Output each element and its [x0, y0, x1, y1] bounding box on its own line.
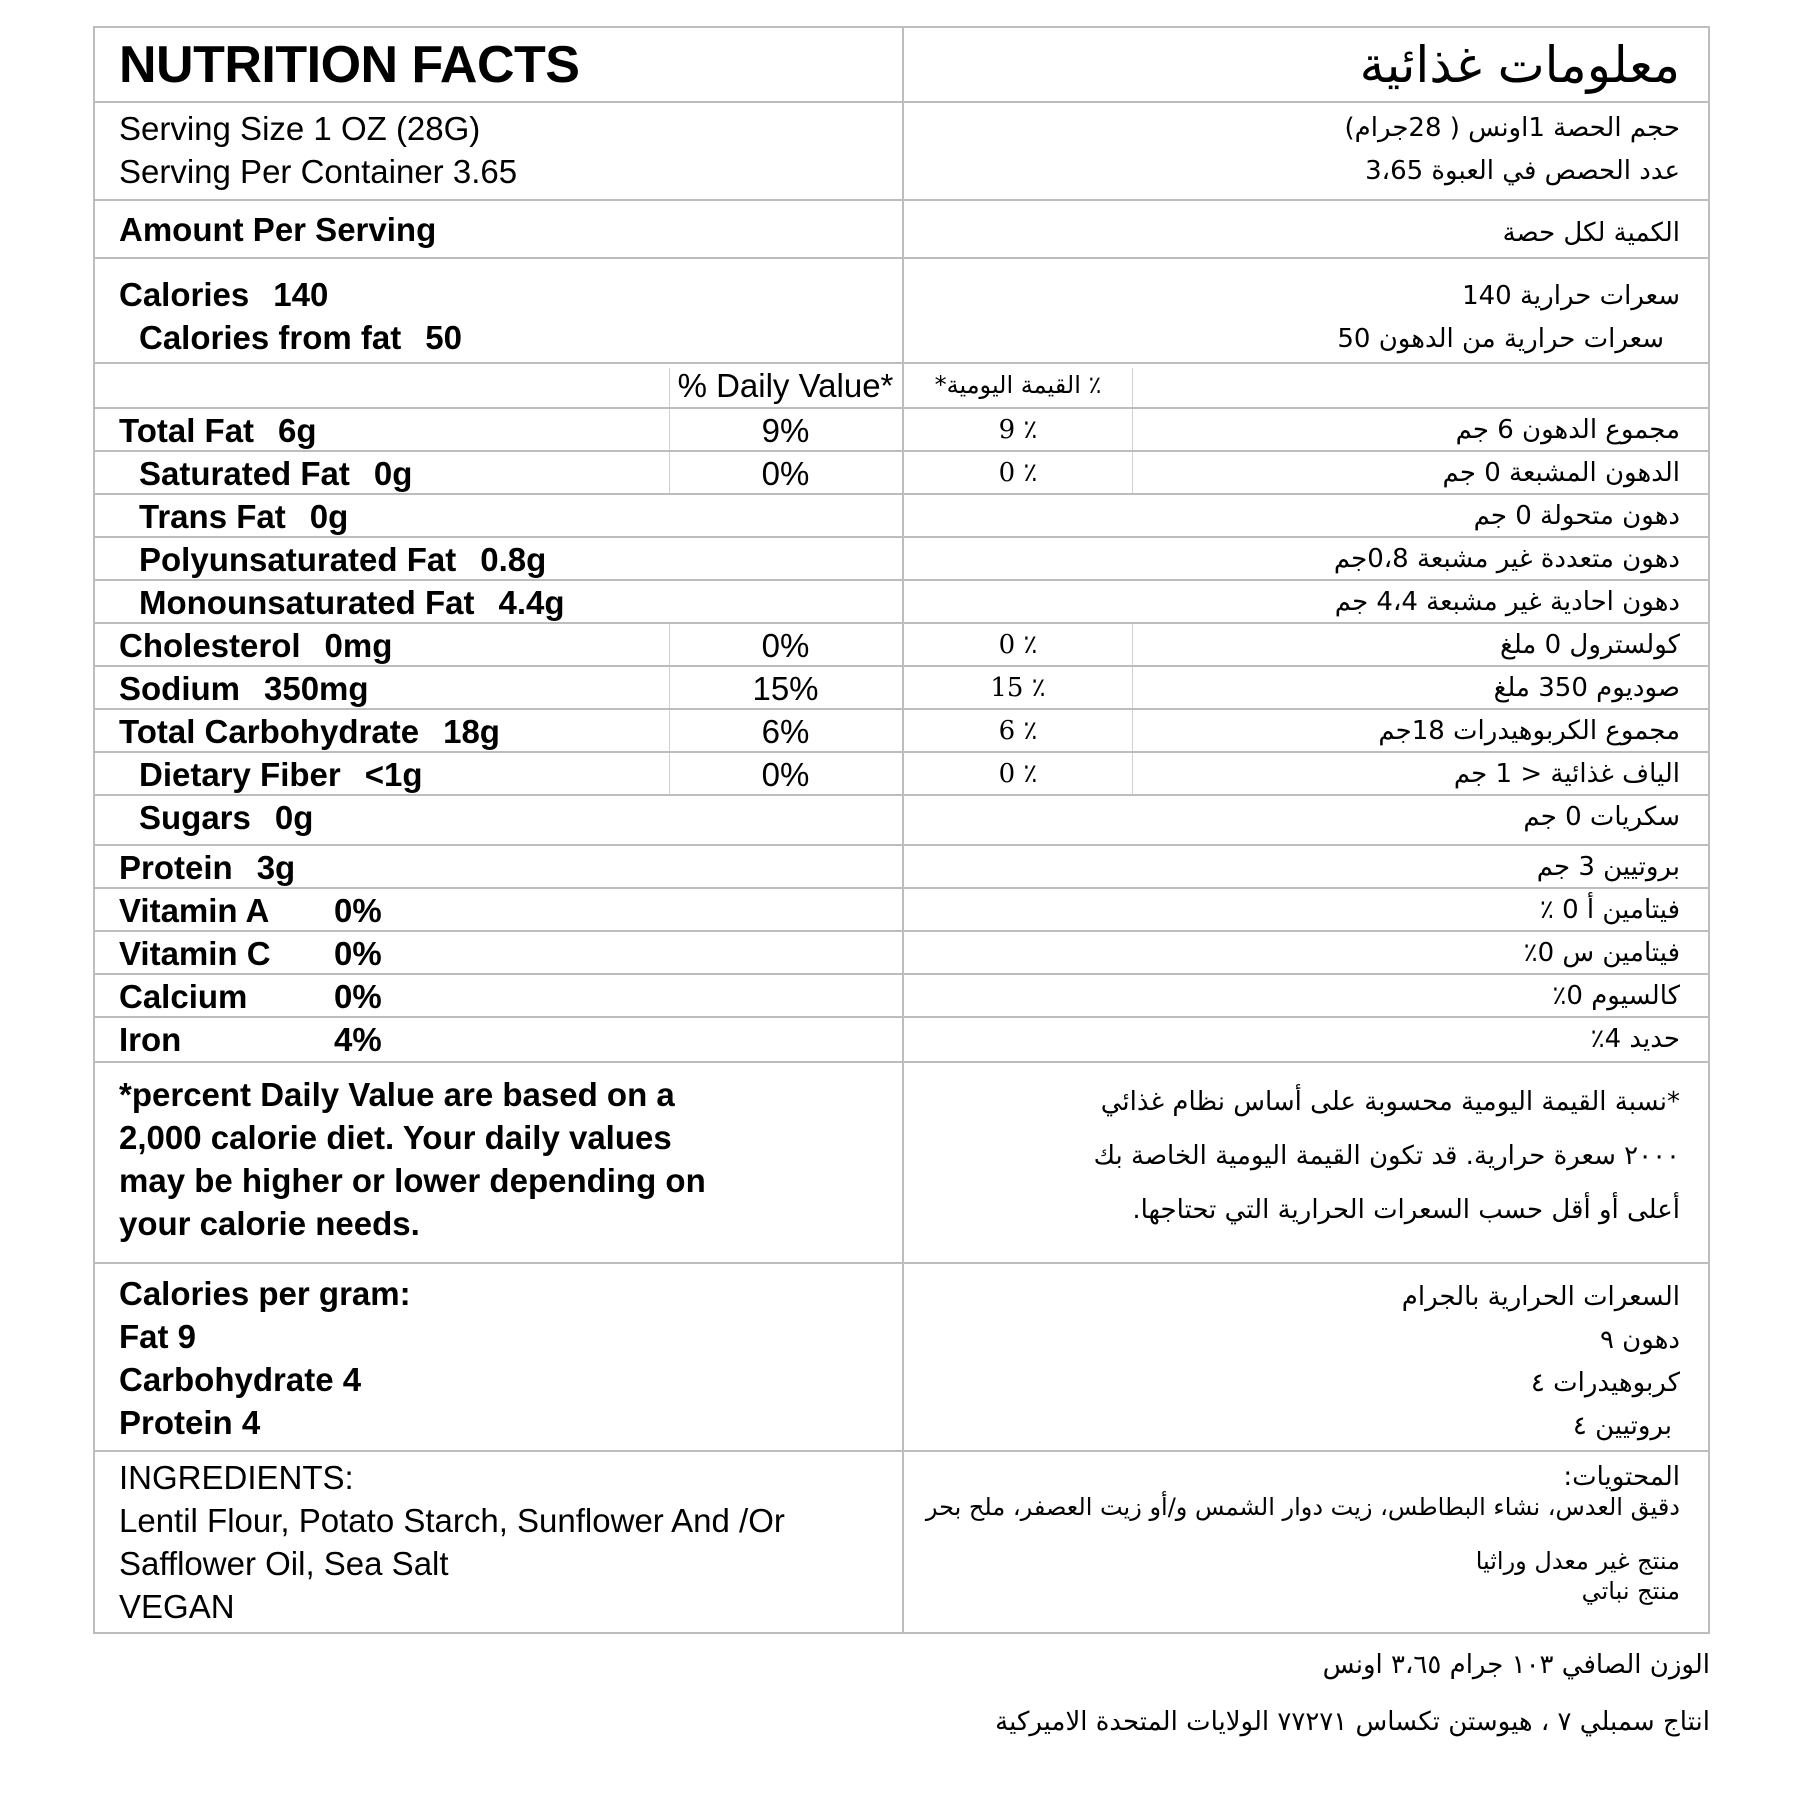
nutrient-name: Sugars	[139, 799, 251, 836]
nutrient-amount: 0.8g	[480, 541, 547, 578]
calories-per-gram-en	[95, 1264, 903, 1450]
nutrient-row	[95, 624, 1708, 667]
nutrient-name: Monounsaturated Fat	[139, 584, 475, 621]
footnote-line: 2,000 calorie diet. Your daily values	[119, 1119, 672, 1156]
nutrient-name: Polyunsaturated Fat	[139, 541, 457, 578]
calories-per-gram-title: Calories per gram:	[119, 1275, 411, 1312]
nutrient-ar: مجموع الدهون 6 جم	[1455, 415, 1680, 445]
nutrition-facts-table	[93, 26, 1710, 1634]
nutrient-amount: 350mg	[264, 670, 369, 707]
nutrient-daily-value: 6%	[761, 713, 810, 750]
nutrient-ar: صوديوم 350 ملغ	[1493, 673, 1680, 703]
fat-per-gram: Fat 9	[119, 1318, 197, 1355]
nutrient-amount: 18g	[443, 713, 500, 750]
amount-per-serving-ar: الكمية لكل حصة	[1502, 218, 1680, 248]
nutrient-daily-value-ar: ٪ 0	[998, 759, 1038, 789]
vitamin-ar: فيتامين أ 0 ٪	[1539, 895, 1680, 925]
nutrient-label-cell	[95, 796, 903, 844]
nutrient-ar: سكريات 0 جم	[1523, 802, 1680, 832]
protein-per-gram: Protein 4	[119, 1404, 261, 1441]
servings-per-container: Serving Per Container 3.65	[119, 153, 518, 190]
vitamin-name: Calcium	[119, 978, 248, 1015]
ingredients-list: Safflower Oil, Sea Salt	[119, 1545, 449, 1582]
nutrient-amount: 0g	[309, 498, 349, 535]
footnote-row	[95, 1059, 1708, 1264]
ingredients-en	[95, 1452, 903, 1634]
nutrient-label-cell	[95, 538, 903, 579]
ingredients-list-ar: دقيق العدس، نشاء البطاطس، زيت دوار الشمس و/أو زيت العصفر، ملح بحر	[925, 1493, 1680, 1521]
serving-row	[95, 103, 1708, 201]
ingredients-ar	[903, 1452, 1710, 1634]
amount-per-serving: Amount Per Serving	[119, 211, 437, 248]
nutrient-ar: الياف غذائية < 1 جم	[1453, 759, 1680, 789]
vitamin-row	[95, 975, 1708, 1018]
footnote-ar-line: *نسبة القيمة اليومية محسوبة على أساس نظام غذائي	[1100, 1087, 1680, 1117]
protein-per-gram-ar: بروتيين ٤	[1572, 1411, 1672, 1441]
nutrient-row	[95, 409, 1708, 452]
footnote-en	[95, 1059, 903, 1262]
carbohydrate-per-gram: Carbohydrate 4	[119, 1361, 362, 1398]
vitamin-row	[95, 932, 1708, 975]
nutrient-label-cell	[95, 581, 903, 622]
calories-from-fat-ar-line: سعرات حرارية من الدهون 50	[1337, 324, 1664, 354]
nutrient-ar: دهون متحولة 0 جم	[1473, 501, 1680, 531]
nutrient-row	[95, 710, 1708, 753]
vegan-label: VEGAN	[119, 1588, 235, 1625]
calories-ar-line: سعرات حرارية 140	[1462, 281, 1680, 311]
calories-row	[95, 259, 1708, 364]
vitamin-value: 0%	[334, 935, 382, 972]
nutrient-name: Total Fat	[119, 412, 255, 449]
nutrient-name: Cholesterol	[119, 627, 301, 664]
nutrient-daily-value: 0%	[761, 627, 810, 664]
nutrient-amount: 3g	[256, 849, 296, 886]
daily-value-header-ar: ٪ القيمة اليومية*	[934, 371, 1102, 399]
fat-per-gram-ar: دهون ٩	[1599, 1325, 1680, 1355]
nutrient-name: Saturated Fat	[139, 455, 350, 492]
vitamin-cell	[95, 932, 903, 973]
nutrient-amount: 0g	[373, 455, 413, 492]
nutrient-row	[95, 796, 1708, 846]
nutrient-daily-value: 15%	[752, 670, 819, 707]
vitamin-row	[95, 889, 1708, 932]
nutrient-daily-value: 0%	[761, 756, 810, 793]
calories-ar	[903, 259, 1710, 362]
calories-en	[95, 259, 903, 362]
nutrient-ar: الدهون المشبعة 0 جم	[1442, 458, 1680, 488]
vitamin-value: 0%	[334, 892, 382, 929]
nutrient-daily-value: 9%	[761, 412, 810, 449]
nutrient-name: Total Carbohydrate	[119, 713, 420, 750]
daily-value-header-row	[95, 364, 1708, 409]
nutrient-daily-value-ar: ٪ 0	[998, 458, 1038, 488]
calories-from-fat-label: Calories from fat	[139, 319, 402, 356]
vitamin-cell	[95, 889, 903, 930]
vitamin-value: 0%	[334, 978, 382, 1015]
calories-line	[119, 273, 903, 316]
nutrient-label-cell	[95, 495, 903, 536]
footnote-ar-line: ٢٠٠٠ سعرة حرارية. قد تكون القيمة اليومية الخاصة بك	[1093, 1141, 1680, 1171]
ingredients-row	[95, 1452, 1708, 1634]
footnote-line: *percent Daily Value are based on a	[119, 1076, 675, 1113]
calories-per-gram-title-ar: السعرات الحرارية بالجرام	[1401, 1282, 1680, 1312]
vitamin-ar: كالسيوم 0٪	[1552, 981, 1680, 1011]
nutrient-ar: مجموع الكربوهيدرات 18جم	[1378, 716, 1680, 746]
nutrient-row	[95, 452, 1708, 495]
calories-from-fat-line	[119, 316, 462, 359]
non-gmo-ar: منتج غير معدل وراثيا	[1475, 1547, 1680, 1575]
nutrient-amount: 4.4g	[498, 584, 565, 621]
title-en: NUTRITION FACTS	[119, 36, 580, 94]
footnote-line: your calorie needs.	[119, 1205, 420, 1242]
vitamin-ar: حديد 4٪	[1590, 1024, 1680, 1054]
vitamin-value: 4%	[334, 1021, 382, 1058]
nutrient-row	[95, 667, 1708, 710]
nutrient-row	[95, 581, 1708, 624]
vitamin-row	[95, 1018, 1708, 1063]
footnote-ar-line: أعلى أو أقل حسب السعرات الحرارية التي تحتاجها.	[1132, 1195, 1680, 1225]
nutrient-daily-value-ar: ٪ 9	[998, 415, 1038, 445]
nutrient-amount: <1g	[364, 756, 423, 793]
vitamin-cell	[95, 1018, 903, 1061]
nutrient-name: Sodium	[119, 670, 240, 707]
nutrient-amount: 0mg	[324, 627, 393, 664]
vitamin-ar: فيتامين س 0٪	[1523, 938, 1680, 968]
serving-ar	[903, 103, 1710, 199]
net-weight-ar: الوزن الصافي ١٠٣ جرام ٣،٦٥ اونس	[1322, 1650, 1710, 1680]
nutrient-daily-value: 0%	[761, 455, 810, 492]
serving-en	[95, 103, 903, 199]
nutrient-ar: دهون متعددة غير مشبعة 0،8جم	[1333, 544, 1680, 574]
ingredients-title: INGREDIENTS:	[119, 1459, 354, 1496]
nutrient-row	[95, 495, 1708, 538]
footnote-ar	[903, 1059, 1710, 1262]
vitamin-name: Iron	[119, 1021, 182, 1058]
calories-from-fat-value: 50	[425, 319, 462, 356]
carbohydrate-per-gram-ar: كربوهيدرات ٤	[1530, 1368, 1680, 1398]
serving-size: Serving Size 1 OZ (28G)	[119, 110, 481, 147]
vegan-ar: منتج نباتي	[1581, 1577, 1680, 1605]
calories-label: Calories	[119, 276, 250, 313]
nutrient-amount: 0g	[274, 799, 314, 836]
calories-per-gram-row	[95, 1264, 1708, 1452]
nutrient-row	[95, 753, 1708, 796]
nutrient-daily-value-ar: ٪ 6	[998, 716, 1038, 746]
servings-per-container-ar: عدد الحصص في العبوة 3،65	[1365, 156, 1680, 186]
nutrient-amount: 6g	[278, 412, 317, 449]
ingredients-list: Lentil Flour, Potato Starch, Sunflower And /Or	[119, 1502, 785, 1539]
footnote-line: may be higher or lower depending on	[119, 1162, 706, 1199]
nutrient-row	[95, 846, 1708, 889]
vitamin-cell	[95, 975, 903, 1016]
ingredients-title-ar: المحتويات:	[1563, 1462, 1680, 1492]
nutrient-ar: كولسترول 0 ملغ	[1499, 630, 1680, 660]
amount-per-serving-row	[95, 201, 1708, 259]
nutrient-ar: دهون احادية غير مشبعة 4،4 جم	[1334, 587, 1680, 617]
vitamin-name: Vitamin C	[119, 935, 271, 972]
vitamin-name: Vitamin A	[119, 892, 270, 929]
nutrient-daily-value-ar: ٪ 15	[990, 673, 1046, 703]
nutrient-row	[95, 538, 1708, 581]
title-row	[95, 28, 1708, 103]
serving-size-ar: حجم الحصة 1اونس ( 28جرام)	[1344, 113, 1680, 143]
nutrient-daily-value-ar: ٪ 0	[998, 630, 1038, 660]
title-ar: معلومات غذائية	[1359, 36, 1680, 94]
nutrient-ar: بروتيين 3 جم	[1536, 852, 1680, 882]
calories-per-gram-ar	[903, 1264, 1710, 1450]
nutrient-name: Protein	[119, 849, 233, 886]
nutrient-label-cell	[95, 846, 903, 887]
nutrient-name: Trans Fat	[139, 498, 286, 535]
nutrient-name: Dietary Fiber	[139, 756, 341, 793]
calories-value: 140	[273, 276, 329, 313]
daily-value-header-en: % Daily Value*	[677, 367, 894, 404]
producer-ar: انتاج سمبلي ٧ ، هيوستن تكساس ٧٧٢٧١ الولايات المتحدة الاميركية	[995, 1707, 1710, 1737]
